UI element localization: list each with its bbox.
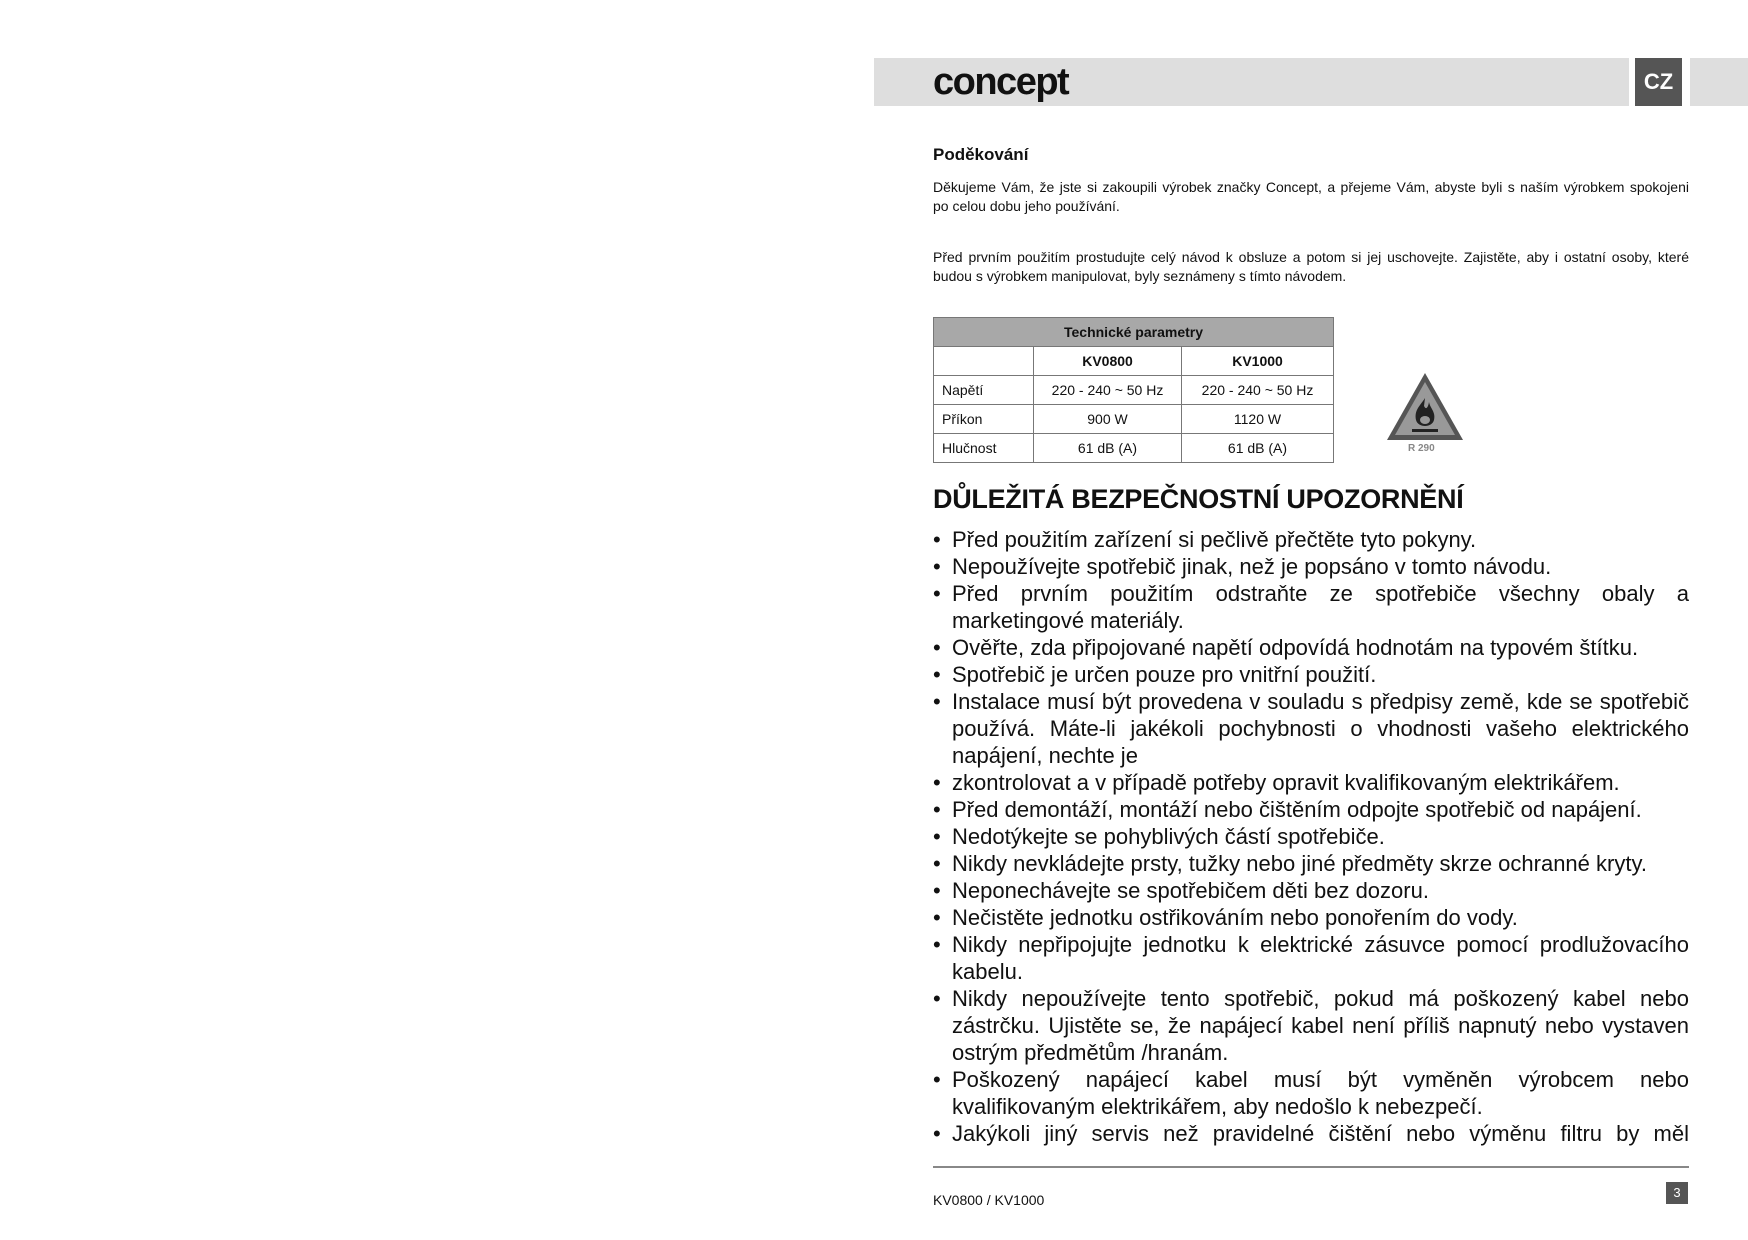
header-bar-end <box>1690 58 1748 106</box>
intro-paragraph <box>933 248 1689 286</box>
refrigerant-label: R 290 <box>1408 443 1435 454</box>
safety-item-line <box>933 1039 1689 1066</box>
table-header: KV0800 <box>1034 347 1182 376</box>
safety-item-line <box>933 661 1689 688</box>
safety-item-line <box>933 850 1689 877</box>
bullet-icon: • <box>933 689 941 714</box>
safety-item-line <box>933 580 1689 607</box>
cell: Napětí <box>934 376 1034 405</box>
safety-item-text: marketingové materiály. <box>952 608 1184 633</box>
safety-item-line <box>933 526 1689 553</box>
safety-item-line <box>933 769 1689 796</box>
safety-item-text: Spotřebič je určen pouze pro vnitřní použití. <box>952 662 1377 687</box>
thanks-paragraph <box>933 178 1689 216</box>
safety-item-line <box>933 1120 1689 1147</box>
safety-item-line <box>933 985 1689 1012</box>
safety-item-line <box>933 904 1689 931</box>
safety-item-text: ostrým předmětům /hranám. <box>952 1040 1229 1065</box>
bullet-icon: • <box>933 878 941 903</box>
cell: 220 - 240 ~ 50 Hz <box>1034 376 1182 405</box>
table-row <box>934 405 1334 434</box>
safety-item-text: Před použitím zařízení si pečlivě přečtěte tyto pokyny. <box>952 527 1477 552</box>
safety-item-text: Nečistěte jednotku ostřikováním nebo ponořením do vody. <box>952 905 1518 930</box>
safety-item-text: kabelu. <box>952 959 1023 984</box>
safety-item-line <box>933 607 1689 634</box>
safety-item-text: Jakýkoli jiný servis než pravidelné čištění nebo výměnu filtru by měl <box>952 1121 1689 1146</box>
safety-item-line <box>933 1066 1689 1093</box>
bullet-icon: • <box>933 770 941 795</box>
footer-model: KV0800 / KV1000 <box>933 1192 1045 1208</box>
bullet-icon: • <box>933 851 941 876</box>
footer-divider <box>933 1166 1689 1168</box>
bullet-icon: • <box>933 1121 941 1146</box>
safety-item-text: používá. Máte-li jakékoli pochybnosti o vhodnosti vašeho elektrického <box>952 716 1689 741</box>
bullet-icon: • <box>933 824 941 849</box>
safety-item-line <box>933 715 1689 742</box>
bullet-icon: • <box>933 905 941 930</box>
bullet-icon: • <box>933 662 941 687</box>
bullet-icon: • <box>933 581 941 606</box>
bullet-icon: • <box>933 1067 941 1092</box>
language-badge: CZ <box>1635 58 1682 106</box>
safety-item-text: Před demontáží, montáží nebo čištěním odpojte spotřebič od napájení. <box>952 797 1642 822</box>
cell: 61 dB (A) <box>1182 434 1334 463</box>
safety-item-line <box>933 958 1689 985</box>
text-line: Děkujeme Vám, že jste si zakoupili výrobek značky Concept, a přejeme Vám, abyste byli s naším výrobkem spokojeni <box>933 179 1689 195</box>
safety-heading: DŮLEŽITÁ BEZPEČNOSTNÍ UPOZORNĚNÍ <box>933 484 1464 514</box>
flammable-warning-icon <box>1384 370 1466 444</box>
table-header: KV1000 <box>1182 347 1334 376</box>
safety-item-line <box>933 1012 1689 1039</box>
safety-item-text: Neponechávejte se spotřebičem děti bez dozoru. <box>952 878 1429 903</box>
tech-params-table <box>933 317 1334 463</box>
text-line: po celou dobu jeho používání. <box>933 198 1120 214</box>
safety-item-line <box>933 742 1689 769</box>
safety-item-text: Nedotýkejte se pohyblivých částí spotřebiče. <box>952 824 1385 849</box>
safety-item-text: Instalace musí být provedena v souladu s předpisy země, kde se spotřebič <box>952 689 1689 714</box>
cell: Příkon <box>934 405 1034 434</box>
safety-item-line <box>933 553 1689 580</box>
table-row <box>934 376 1334 405</box>
safety-item-text: Nikdy nevkládejte prsty, tužky nebo jiné předměty skrze ochranné kryty. <box>952 851 1647 876</box>
safety-item-text: zástrčku. Ujistěte se, že napájecí kabel není příliš napnutý nebo vystaven <box>952 1013 1689 1038</box>
cell: 900 W <box>1034 405 1182 434</box>
table-title: Technické parametry <box>934 318 1334 347</box>
safety-item-line <box>933 1093 1689 1120</box>
bullet-icon: • <box>933 932 941 957</box>
safety-item-line <box>933 688 1689 715</box>
safety-item-text: napájení, nechte je <box>952 743 1138 768</box>
cell: 1120 W <box>1182 405 1334 434</box>
safety-item-text: kvalifikovaným elektrikářem, aby nedošlo k nebezpečí. <box>952 1094 1483 1119</box>
bullet-icon: • <box>933 554 941 579</box>
safety-item-text: Ověřte, zda připojované napětí odpovídá hodnotám na typovém štítku. <box>952 635 1639 660</box>
bullet-icon: • <box>933 986 941 1011</box>
bullet-icon: • <box>933 635 941 660</box>
safety-item-text: Nikdy nepřipojujte jednotku k elektrické zásuvce pomocí prodlužovacího <box>952 932 1689 957</box>
text-line: Před prvním použitím prostudujte celý návod k obsluze a potom si jej uschovejte. Zajistěte, aby i ostatní osoby, které <box>933 249 1689 265</box>
safety-item-text: zkontrolovat a v případě potřeby opravit kvalifikovaným elektrikářem. <box>952 770 1620 795</box>
safety-item-text: Před prvním použitím odstraňte ze spotřebiče všechny obaly a <box>952 581 1689 606</box>
page-number: 3 <box>1666 1182 1688 1204</box>
safety-item-text: Nepoužívejte spotřebič jinak, než je popsáno v tomto návodu. <box>952 554 1552 579</box>
bullet-icon: • <box>933 527 941 552</box>
cell: 220 - 240 ~ 50 Hz <box>1182 376 1334 405</box>
cell: 61 dB (A) <box>1034 434 1182 463</box>
text-line: budou s výrobkem manipulovat, byly seznámeny s tímto návodem. <box>933 268 1347 284</box>
table-header <box>934 347 1034 376</box>
safety-item-line <box>933 634 1689 661</box>
bullet-icon: • <box>933 797 941 822</box>
safety-item-text: Nikdy nepoužívejte tento spotřebič, pokud má poškozený kabel nebo <box>952 986 1689 1011</box>
safety-item-line <box>933 877 1689 904</box>
brand-logo: concept <box>933 61 1069 103</box>
table-row <box>934 434 1334 463</box>
safety-list <box>933 526 1689 1147</box>
cell: Hlučnost <box>934 434 1034 463</box>
safety-item-text: Poškozený napájecí kabel musí být vyměněn výrobcem nebo <box>952 1067 1689 1092</box>
thanks-heading: Poděkování <box>933 145 1029 164</box>
safety-item-line <box>933 796 1689 823</box>
safety-item-line <box>933 823 1689 850</box>
safety-item-line <box>933 931 1689 958</box>
